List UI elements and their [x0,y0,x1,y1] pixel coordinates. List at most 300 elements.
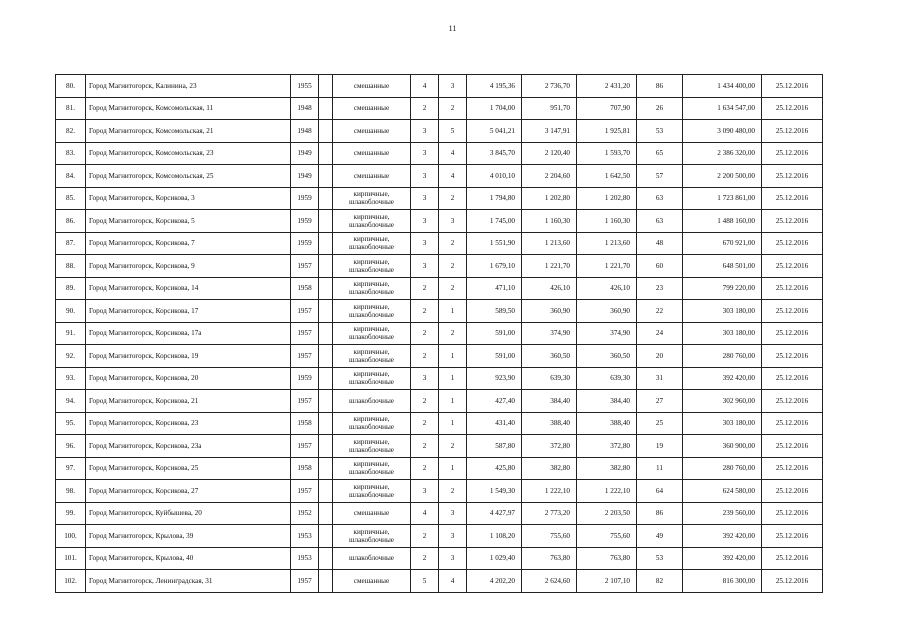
date-cell: 25.12.2016 [762,345,823,368]
floors-cell: 5 [411,570,439,593]
row-number: 96. [56,435,86,458]
entrances-cell: 4 [439,142,467,165]
blank-cell [319,345,333,368]
table-row [56,457,823,480]
entrances-cell: 1 [439,367,467,390]
entrances-cell: 5 [439,120,467,143]
table-row [56,480,823,503]
area-total-cell: 431,40 [467,412,522,435]
area-total-cell: 425,80 [467,457,522,480]
entrances-cell: 2 [439,322,467,345]
area-a-cell: 2 624,60 [522,570,577,593]
year-cell: 1948 [291,120,319,143]
entrances-cell: 1 [439,412,467,435]
area-a-cell: 360,50 [522,345,577,368]
floors-cell: 3 [411,480,439,503]
row-number: 91. [56,322,86,345]
material-cell: кирпичные, шлакоблочные [333,345,411,368]
area-a-cell: 384,40 [522,390,577,413]
area-b-cell: 1 213,60 [577,232,637,255]
area-b-cell: 1 221,70 [577,255,637,278]
row-number: 82. [56,120,86,143]
area-a-cell: 1 213,60 [522,232,577,255]
cost-cell: 2 200 500,00 [683,165,762,188]
year-cell: 1952 [291,502,319,525]
area-total-cell: 5 041,21 [467,120,522,143]
row-number: 86. [56,210,86,233]
date-cell: 25.12.2016 [762,322,823,345]
cost-cell: 648 501,00 [683,255,762,278]
year-cell: 1955 [291,75,319,98]
table-row [56,210,823,233]
address-cell: Город Магнитогорск, Комсомольская, 21 [86,120,291,143]
row-number: 80. [56,75,86,98]
floors-cell: 2 [411,547,439,570]
row-number: 97. [56,457,86,480]
area-b-cell: 763,80 [577,547,637,570]
residents-cell: 63 [637,187,683,210]
blank-cell [319,480,333,503]
material-cell: смешанные [333,142,411,165]
date-cell: 25.12.2016 [762,187,823,210]
blank-cell [319,367,333,390]
year-cell: 1957 [291,255,319,278]
residents-cell: 25 [637,412,683,435]
area-b-cell: 707,90 [577,97,637,120]
area-a-cell: 426,10 [522,277,577,300]
address-cell: Город Магнитогорск, Крылова, 40 [86,547,291,570]
area-b-cell: 639,30 [577,367,637,390]
material-cell: кирпичные, шлакоблочные [333,412,411,435]
area-a-cell: 1 160,30 [522,210,577,233]
material-cell: кирпичные, шлакоблочные [333,210,411,233]
residents-cell: 23 [637,277,683,300]
area-total-cell: 3 845,70 [467,142,522,165]
area-total-cell: 1 794,80 [467,187,522,210]
table-row [56,547,823,570]
entrances-cell: 2 [439,97,467,120]
year-cell: 1953 [291,525,319,548]
area-total-cell: 471,10 [467,277,522,300]
date-cell: 25.12.2016 [762,390,823,413]
table-row [56,300,823,323]
address-cell: Город Магнитогорск, Куйбышева, 20 [86,502,291,525]
year-cell: 1958 [291,277,319,300]
row-number: 88. [56,255,86,278]
residents-cell: 57 [637,165,683,188]
date-cell: 25.12.2016 [762,142,823,165]
material-cell: кирпичные, шлакоблочные [333,322,411,345]
address-cell: Город Магнитогорск, Калинина, 23 [86,75,291,98]
year-cell: 1958 [291,412,319,435]
blank-cell [319,255,333,278]
area-total-cell: 1 108,20 [467,525,522,548]
date-cell: 25.12.2016 [762,255,823,278]
year-cell: 1959 [291,187,319,210]
area-a-cell: 374,90 [522,322,577,345]
residents-cell: 53 [637,120,683,143]
date-cell: 25.12.2016 [762,277,823,300]
material-cell: смешанные [333,75,411,98]
cost-cell: 303 180,00 [683,322,762,345]
blank-cell [319,390,333,413]
address-cell: Город Магнитогорск, Корсикова, 27 [86,480,291,503]
year-cell: 1957 [291,435,319,458]
date-cell: 25.12.2016 [762,457,823,480]
area-total-cell: 4 010,10 [467,165,522,188]
area-a-cell: 2 736,70 [522,75,577,98]
area-b-cell: 1 642,50 [577,165,637,188]
residents-cell: 86 [637,502,683,525]
area-total-cell: 1 029,40 [467,547,522,570]
blank-cell [319,277,333,300]
entrances-cell: 2 [439,187,467,210]
row-number: 87. [56,232,86,255]
cost-cell: 799 220,00 [683,277,762,300]
address-cell: Город Магнитогорск, Корсикова, 20 [86,367,291,390]
blank-cell [319,210,333,233]
entrances-cell: 3 [439,210,467,233]
table-row [56,187,823,210]
entrances-cell: 2 [439,277,467,300]
entrances-cell: 3 [439,502,467,525]
residents-cell: 26 [637,97,683,120]
material-cell: кирпичные, шлакоблочные [333,480,411,503]
area-b-cell: 1 593,70 [577,142,637,165]
area-total-cell: 4 427,97 [467,502,522,525]
area-a-cell: 360,90 [522,300,577,323]
cost-cell: 280 760,00 [683,457,762,480]
year-cell: 1959 [291,232,319,255]
area-total-cell: 1 745,00 [467,210,522,233]
blank-cell [319,457,333,480]
area-b-cell: 388,40 [577,412,637,435]
area-b-cell: 2 107,10 [577,570,637,593]
date-cell: 25.12.2016 [762,435,823,458]
area-b-cell: 1 202,80 [577,187,637,210]
area-a-cell: 755,60 [522,525,577,548]
blank-cell [319,502,333,525]
area-total-cell: 1 679,10 [467,255,522,278]
address-cell: Город Магнитогорск, Корсикова, 23 [86,412,291,435]
year-cell: 1959 [291,210,319,233]
entrances-cell: 2 [439,435,467,458]
date-cell: 25.12.2016 [762,75,823,98]
floors-cell: 3 [411,367,439,390]
area-b-cell: 1 925,81 [577,120,637,143]
cost-cell: 302 960,00 [683,390,762,413]
table-row [56,322,823,345]
address-cell: Город Магнитогорск, Комсомольская, 25 [86,165,291,188]
area-a-cell: 2 773,20 [522,502,577,525]
blank-cell [319,97,333,120]
date-cell: 25.12.2016 [762,300,823,323]
floors-cell: 3 [411,142,439,165]
address-cell: Город Магнитогорск, Корсикова, 21 [86,390,291,413]
cost-cell: 3 090 480,00 [683,120,762,143]
floors-cell: 3 [411,255,439,278]
row-number: 102. [56,570,86,593]
area-total-cell: 1 549,30 [467,480,522,503]
floors-cell: 4 [411,502,439,525]
table-body [56,75,823,593]
row-number: 94. [56,390,86,413]
address-cell: Город Магнитогорск, Корсикова, 17 [86,300,291,323]
date-cell: 25.12.2016 [762,570,823,593]
blank-cell [319,142,333,165]
row-number: 101. [56,547,86,570]
cost-cell: 392 420,00 [683,547,762,570]
material-cell: шлакоблочные [333,547,411,570]
table-row [56,255,823,278]
material-cell: кирпичные, шлакоблочные [333,367,411,390]
cost-cell: 239 560,00 [683,502,762,525]
blank-cell [319,412,333,435]
area-a-cell: 372,80 [522,435,577,458]
floors-cell: 3 [411,165,439,188]
table-row [56,435,823,458]
material-cell: кирпичные, шлакоблочные [333,525,411,548]
floors-cell: 2 [411,322,439,345]
blank-cell [319,75,333,98]
area-total-cell: 1 704,00 [467,97,522,120]
area-b-cell: 360,90 [577,300,637,323]
area-b-cell: 1 160,30 [577,210,637,233]
cost-cell: 303 180,00 [683,300,762,323]
cost-cell: 1 723 861,00 [683,187,762,210]
residents-cell: 53 [637,547,683,570]
residents-cell: 31 [637,367,683,390]
address-cell: Город Магнитогорск, Корсикова, 25 [86,457,291,480]
residents-cell: 64 [637,480,683,503]
floors-cell: 2 [411,412,439,435]
floors-cell: 2 [411,435,439,458]
material-cell: кирпичные, шлакоблочные [333,255,411,278]
row-number: 92. [56,345,86,368]
material-cell: смешанные [333,502,411,525]
area-b-cell: 360,50 [577,345,637,368]
residents-cell: 22 [637,300,683,323]
row-number: 99. [56,502,86,525]
area-a-cell: 1 221,70 [522,255,577,278]
residents-cell: 65 [637,142,683,165]
residents-cell: 11 [637,457,683,480]
residents-cell: 48 [637,232,683,255]
address-cell: Город Магнитогорск, Корсикова, 5 [86,210,291,233]
table-row [56,502,823,525]
address-cell: Город Магнитогорск, Корсикова, 14 [86,277,291,300]
residents-cell: 19 [637,435,683,458]
table-row [56,142,823,165]
cost-cell: 624 580,00 [683,480,762,503]
entrances-cell: 1 [439,300,467,323]
table-row [56,390,823,413]
address-cell: Город Магнитогорск, Корсикова, 3 [86,187,291,210]
floors-cell: 3 [411,232,439,255]
area-a-cell: 951,70 [522,97,577,120]
date-cell: 25.12.2016 [762,232,823,255]
floors-cell: 2 [411,97,439,120]
date-cell: 25.12.2016 [762,120,823,143]
entrances-cell: 2 [439,255,467,278]
cost-cell: 280 760,00 [683,345,762,368]
cost-cell: 816 300,00 [683,570,762,593]
blank-cell [319,300,333,323]
material-cell: шлакоблочные [333,390,411,413]
year-cell: 1949 [291,165,319,188]
area-b-cell: 372,80 [577,435,637,458]
floors-cell: 2 [411,390,439,413]
area-total-cell: 4 195,36 [467,75,522,98]
page-number: 11 [448,24,457,33]
cost-cell: 1 634 547,00 [683,97,762,120]
area-a-cell: 3 147,91 [522,120,577,143]
blank-cell [319,322,333,345]
address-cell: Город Магнитогорск, Корсикова, 17а [86,322,291,345]
area-b-cell: 374,90 [577,322,637,345]
year-cell: 1957 [291,570,319,593]
cost-cell: 303 180,00 [683,412,762,435]
entrances-cell: 3 [439,547,467,570]
material-cell: смешанные [333,570,411,593]
area-total-cell: 1 551,90 [467,232,522,255]
date-cell: 25.12.2016 [762,480,823,503]
material-cell: кирпичные, шлакоблочные [333,457,411,480]
table-row [56,120,823,143]
area-a-cell: 1 202,80 [522,187,577,210]
area-a-cell: 2 120,40 [522,142,577,165]
row-number: 98. [56,480,86,503]
material-cell: кирпичные, шлакоблочные [333,435,411,458]
cost-cell: 1 488 160,00 [683,210,762,233]
area-b-cell: 426,10 [577,277,637,300]
blank-cell [319,120,333,143]
residents-cell: 49 [637,525,683,548]
material-cell: кирпичные, шлакоблочные [333,277,411,300]
area-a-cell: 382,80 [522,457,577,480]
row-number: 100. [56,525,86,548]
area-total-cell: 587,80 [467,435,522,458]
table-row [56,97,823,120]
address-cell: Город Магнитогорск, Корсикова, 9 [86,255,291,278]
table-row [56,75,823,98]
residents-cell: 60 [637,255,683,278]
floors-cell: 2 [411,300,439,323]
area-total-cell: 591,00 [467,345,522,368]
entrances-cell: 1 [439,345,467,368]
blank-cell [319,570,333,593]
residents-cell: 82 [637,570,683,593]
address-cell: Город Магнитогорск, Крылова, 39 [86,525,291,548]
area-total-cell: 591,00 [467,322,522,345]
address-cell: Город Магнитогорск, Комсомольская, 11 [86,97,291,120]
year-cell: 1957 [291,390,319,413]
floors-cell: 4 [411,75,439,98]
area-b-cell: 384,40 [577,390,637,413]
table-row [56,570,823,593]
area-total-cell: 427,40 [467,390,522,413]
housing-table [55,74,823,593]
year-cell: 1957 [291,345,319,368]
table-row [56,232,823,255]
address-cell: Город Магнитогорск, Корсикова, 23а [86,435,291,458]
date-cell: 25.12.2016 [762,412,823,435]
area-b-cell: 2 431,20 [577,75,637,98]
material-cell: смешанные [333,120,411,143]
residents-cell: 63 [637,210,683,233]
blank-cell [319,165,333,188]
table-row [56,525,823,548]
entrances-cell: 1 [439,457,467,480]
residents-cell: 86 [637,75,683,98]
date-cell: 25.12.2016 [762,97,823,120]
year-cell: 1957 [291,322,319,345]
table-row [56,367,823,390]
entrances-cell: 1 [439,390,467,413]
blank-cell [319,547,333,570]
address-cell: Город Магнитогорск, Корсикова, 7 [86,232,291,255]
blank-cell [319,525,333,548]
material-cell: кирпичные, шлакоблочные [333,232,411,255]
entrances-cell: 4 [439,165,467,188]
entrances-cell: 2 [439,232,467,255]
area-a-cell: 639,30 [522,367,577,390]
entrances-cell: 3 [439,75,467,98]
row-number: 81. [56,97,86,120]
residents-cell: 24 [637,322,683,345]
floors-cell: 2 [411,345,439,368]
year-cell: 1958 [291,457,319,480]
date-cell: 25.12.2016 [762,165,823,188]
date-cell: 25.12.2016 [762,210,823,233]
address-cell: Город Магнитогорск, Комсомольская, 23 [86,142,291,165]
area-a-cell: 388,40 [522,412,577,435]
address-cell: Город Магнитогорск, Ленинградская, 31 [86,570,291,593]
area-total-cell: 4 202,20 [467,570,522,593]
date-cell: 25.12.2016 [762,367,823,390]
floors-cell: 3 [411,187,439,210]
material-cell: кирпичные, шлакоблочные [333,300,411,323]
material-cell: смешанные [333,165,411,188]
area-total-cell: 923,90 [467,367,522,390]
row-number: 90. [56,300,86,323]
year-cell: 1953 [291,547,319,570]
cost-cell: 392 420,00 [683,525,762,548]
entrances-cell: 3 [439,525,467,548]
area-b-cell: 382,80 [577,457,637,480]
cost-cell: 392 420,00 [683,367,762,390]
area-a-cell: 2 204,60 [522,165,577,188]
year-cell: 1948 [291,97,319,120]
cost-cell: 2 386 320,00 [683,142,762,165]
cost-cell: 360 900,00 [683,435,762,458]
date-cell: 25.12.2016 [762,525,823,548]
floors-cell: 3 [411,120,439,143]
residents-cell: 27 [637,390,683,413]
blank-cell [319,187,333,210]
entrances-cell: 4 [439,570,467,593]
area-a-cell: 763,80 [522,547,577,570]
year-cell: 1959 [291,367,319,390]
table-row [56,277,823,300]
area-b-cell: 755,60 [577,525,637,548]
floors-cell: 3 [411,210,439,233]
floors-cell: 2 [411,457,439,480]
blank-cell [319,232,333,255]
year-cell: 1957 [291,480,319,503]
table-row [56,412,823,435]
address-cell: Город Магнитогорск, Корсикова, 19 [86,345,291,368]
